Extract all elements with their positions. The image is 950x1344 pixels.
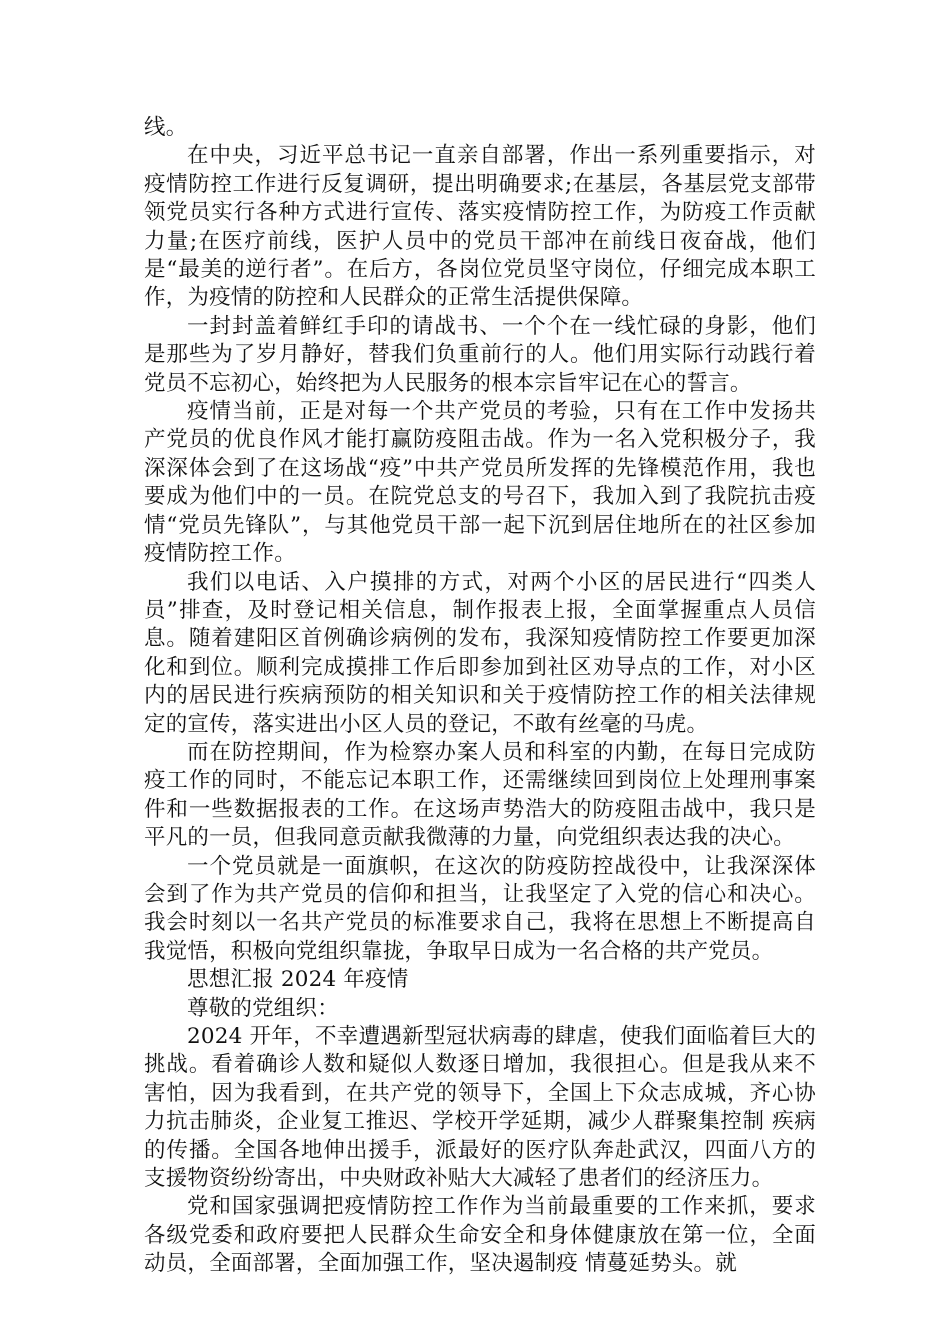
paragraph: 一封封盖着鲜红手印的请战书、一个个在一线忙碌的身影，他们是那些为了岁月静好，替我们负重前行的人。他们用实际行动践行着党员不忘初心，始终把为人民服务的根本宗旨牢记在心的誓言。 — [144, 313, 816, 396]
paragraph: 在中央，习近平总书记一直亲自部署，作出一系列重要指示，对疫情防控工作进行反复调研，提出明确要求;在基层，各基层党支部带领党员实行各种方式进行宣传、落实疫情防控工作，为防疫工作贡献力量;在医疗前线，医护人员中的党员干部冲在前线日夜奋战，他们是“最美的逆行者”。在后方，各岗位党员坚守岗位，仔细完成本职工作，为疫情的防控和人民群众的正常生活提供保障。 — [144, 143, 816, 311]
paragraph: 2024 开年，不幸遭遇新型冠状病毒的肆虐，使我们面临着巨大的挑战。看着确诊人数和疑似人数逐日增加，我很担心。但是我从来不害怕，因为我看到，在共产党的领导下，全国上下众志成城，齐心协力抗击肺炎，企业复工推迟、学校开学延期，减少人群聚集控制 疾病的传播。全国各地伸出援手，派最好的医疗队奔赴武汉，四面八方的支援物资纷纷寄出，中央财政补贴大大减轻了患者们的经济压力。 — [144, 1024, 816, 1192]
paragraph: 疫情当前，正是对每一个共产党员的考验，只有在工作中发扬共产党员的优良作风才能打赢防疫阻击战。作为一名入党积极分子，我深深体会到了在这场战“疫”中共产党员所发挥的先锋模范作用，我也要成为他们中的一员。在院党总支的号召下，我加入到了我院抗击疫情“党员先锋队”，与其他党员干部一起下沉到居住地所在的社区参加疫情防控工作。 — [144, 399, 816, 567]
section-heading: 思想汇报 2024 年疫情 — [187, 967, 409, 993]
paragraph: 线。 — [144, 115, 188, 140]
salutation: 尊敬的党组织： — [187, 995, 339, 1021]
paragraph: 而在防控期间，作为检察办案人员和科室的内勤，在每日完成防疫工作的同时，不能忘记本职工作，还需继续回到岗位上处理刑事案件和一些数据报表的工作。在这场声势浩大的防疫阻击战中，我只是平凡的一员，但我同意贡献我微薄的力量，向党组织表达我的决心。 — [144, 739, 816, 851]
paragraph: 党和国家强调把疫情防控工作作为当前最重要的工作来抓，要求各级党委和政府要把人民群众生命安全和身体健康放在第一位，全面动员，全面部署，全面加强工作，坚决遏制疫 情蔓延势头。就 — [144, 1194, 816, 1277]
paragraph: 我们以电话、入户摸排的方式，对两个小区的居民进行“四类人员”排查，及时登记相关信息，制作报表上报，全面掌握重点人员信息。随着建阳区首例确诊病例的发布，我深知疫情防控工作要更加深化和到位。顺利完成摸排工作后即参加到社区劝导点的工作，对小区内的居民进行疾病预防的相关知识和关于疫情防控工作的相关法律规定的宣传，落实进出小区人员的登记，不敢有丝毫的马虎。 — [144, 569, 816, 737]
document-body — [144, 114, 816, 1279]
paragraph: 一个党员就是一面旗帜，在这次的防疫防控战役中，让我深深体会到了作为共产党员的信仰和担当，让我坚定了入党的信心和决心。我会时刻以一名共产党员的标准要求自己，我将在思想上不断提高自我觉悟，积极向党组织靠拢，争取早日成为一名合格的共产党员。 — [144, 853, 816, 964]
